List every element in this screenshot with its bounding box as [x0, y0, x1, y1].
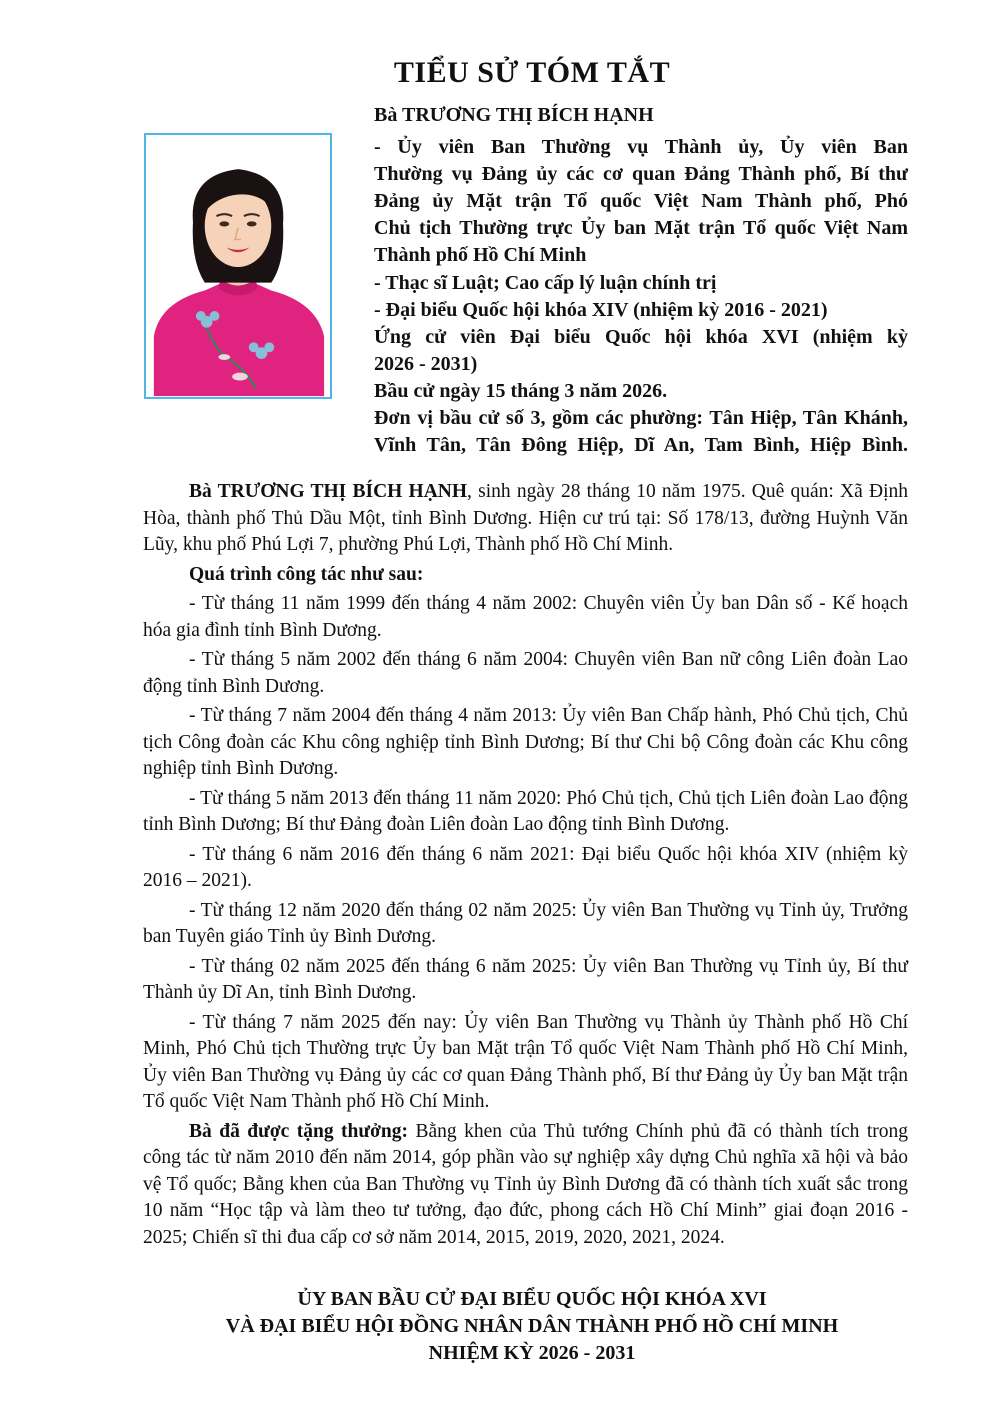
awards-heading: Bà đã được tặng thưởng:	[189, 1120, 408, 1142]
career-item: - Từ tháng 7 năm 2004 đến tháng 4 năm 2013: Ủy viên Ban Chấp hành, Phó Chủ tịch, Chủ tịch Công đoàn các Khu công nghiệp tỉnh Bình Dương; Bí thư Chi bộ Công đoàn các Khu công nghiệp tỉnh Bình Dương.	[143, 705, 908, 779]
awards-paragraph	[143, 1119, 908, 1252]
document-title: TIỂU SỬ TÓM TẮT	[393, 56, 671, 89]
career-item: - Từ tháng 11 năm 1999 đến tháng 4 năm 2002: Chuyên viên Ủy ban Dân số - Kế hoạch hóa gia đình tỉnh Bình Dương.	[143, 593, 908, 641]
career-item: - Từ tháng 5 năm 2013 đến tháng 11 năm 2020: Phó Chủ tịch, Chủ tịch Liên đoàn Lao động tỉnh Bình Dương; Bí thư Đảng đoàn Liên đoàn Lao động tỉnh Bình Dương.	[143, 787, 908, 835]
career-heading	[143, 562, 908, 589]
position-line-4: Chủ tịch Thường trực Ủy ban Mặt trận Tổ quốc Việt Nam	[374, 217, 908, 239]
candidate-name: Bà TRƯƠNG THỊ BÍCH HẠNH	[374, 104, 654, 126]
career-item: - Từ tháng 02 năm 2025 đến tháng 6 năm 2025: Ủy viên Ban Thường vụ Tỉnh ủy, Bí thư Thành ủy Dĩ An, tỉnh Bình Dương.	[143, 955, 908, 1003]
bio-intro-text: , sinh ngày 28 tháng 10 năm 1975. Quê quán: Xã Định Hòa, thành phố Thủ Dầu Một, tỉnh Bình Dương. Hiện cư trú tại: Số 178/13, đường Huỳnh Văn Lũy, khu phố Phú Lợi 7, phường Phú Lợi, Thành phố Hồ Chí Minh.	[143, 481, 909, 555]
portrait-photo	[144, 133, 332, 399]
delegate-line: - Đại biểu Quốc hội khóa XIV (nhiệm kỳ 2016 - 2021)	[374, 299, 828, 321]
biography-body	[143, 479, 908, 1251]
position-line-3: Đảng ủy Mặt trận Tổ quốc Việt Nam Thành phố, Phó	[374, 190, 908, 212]
committee-line-2: VÀ ĐẠI BIỂU HỘI ĐỒNG NHÂN DÂN THÀNH PHỐ HỒ CHÍ MINH	[225, 1315, 839, 1337]
awards-text: Bằng khen của Thủ tướng Chính phủ đã có thành tích trong công tác từ năm 2010 đến năm 2014, góp phần vào sự nghiệp xây dựng Chủ nghĩa xã hội và bảo vệ Tổ quốc; Bằng khen của Ban Thường vụ Tỉnh ủy Bình Dương đã có thành tích xuất sắc trong 10 năm “Học tập và làm theo tư tưởng, đạo đức, phong cách Hồ Chí Minh” giai đoạn 2016 - 2025; Chiến sĩ thi đua cấp cơ sở năm 2014, 2015, 2019, 2020, 2021, 2024.	[143, 1120, 908, 1248]
career-heading-text: Quá trình công tác như sau:	[189, 563, 424, 585]
portrait-icon	[146, 135, 330, 397]
position-line-2: Thường vụ Đảng ủy các cơ quan Đảng Thành phố, Bí thư	[374, 163, 908, 185]
career-item: - Từ tháng 12 năm 2020 đến tháng 02 năm 2025: Ủy viên Ban Thường vụ Tỉnh ủy, Trưởng ban Tuyên giáo Tỉnh ủy Bình Dương.	[143, 899, 908, 947]
position-line-1: - Ủy viên Ban Thường vụ Thành ủy, Ủy viên Ban	[374, 136, 908, 158]
candidacy-line-2: 2026 - 2031)	[374, 353, 478, 375]
candidacy-line-1: Ứng cử viên Đại biểu Quốc hội khóa XVI (nhiệm kỳ	[374, 326, 908, 348]
bio-intro-paragraph	[143, 479, 908, 559]
bio-name: Bà TRƯƠNG THỊ BÍCH HẠNH	[189, 481, 468, 502]
candidate-summary	[374, 102, 908, 459]
committee-signature	[0, 1286, 1000, 1367]
committee-term: NHIỆM KỲ 2026 - 2031	[428, 1342, 636, 1364]
career-item: - Từ tháng 6 năm 2016 đến tháng 6 năm 2021: Đại biểu Quốc hội khóa XIV (nhiệm kỳ 2016 – 2021).	[143, 843, 908, 891]
degree-line: - Thạc sĩ Luật; Cao cấp lý luận chính trị	[374, 272, 717, 294]
election-date: Bầu cử ngày 15 tháng 3 năm 2026.	[374, 380, 668, 402]
career-item: - Từ tháng 7 năm 2025 đến nay: Ủy viên Ban Thường vụ Thành ủy Thành phố Hồ Chí Minh, Phó Chủ tịch Thường trực Ủy ban Mặt trận Tổ quốc Việt Nam Thành phố Hồ Chí Minh, Ủy viên Ban Thường vụ Đảng ủy các cơ quan Đảng Thành phố, Bí thư Đảng ủy Ủy ban Mặt trận Tổ quốc Việt Nam Thành phố Hồ Chí Minh.	[143, 1011, 908, 1112]
electoral-unit-line-1: Đơn vị bầu cử số 3, gồm các phường: Tân Hiệp, Tân Khánh,	[374, 407, 908, 429]
position-line-5: Thành phố Hồ Chí Minh	[374, 244, 587, 266]
career-item: - Từ tháng 5 năm 2002 đến tháng 6 năm 2004: Chuyên viên Ban nữ công Liên đoàn Lao động tỉnh Bình Dương.	[143, 649, 908, 697]
electoral-unit-line-2: Vĩnh Tân, Tân Đông Hiệp, Dĩ An, Tam Bình, Hiệp Bình.	[374, 434, 908, 456]
committee-line-1: ỦY BAN BẦU CỬ ĐẠI BIỂU QUỐC HỘI KHÓA XVI	[297, 1288, 767, 1310]
